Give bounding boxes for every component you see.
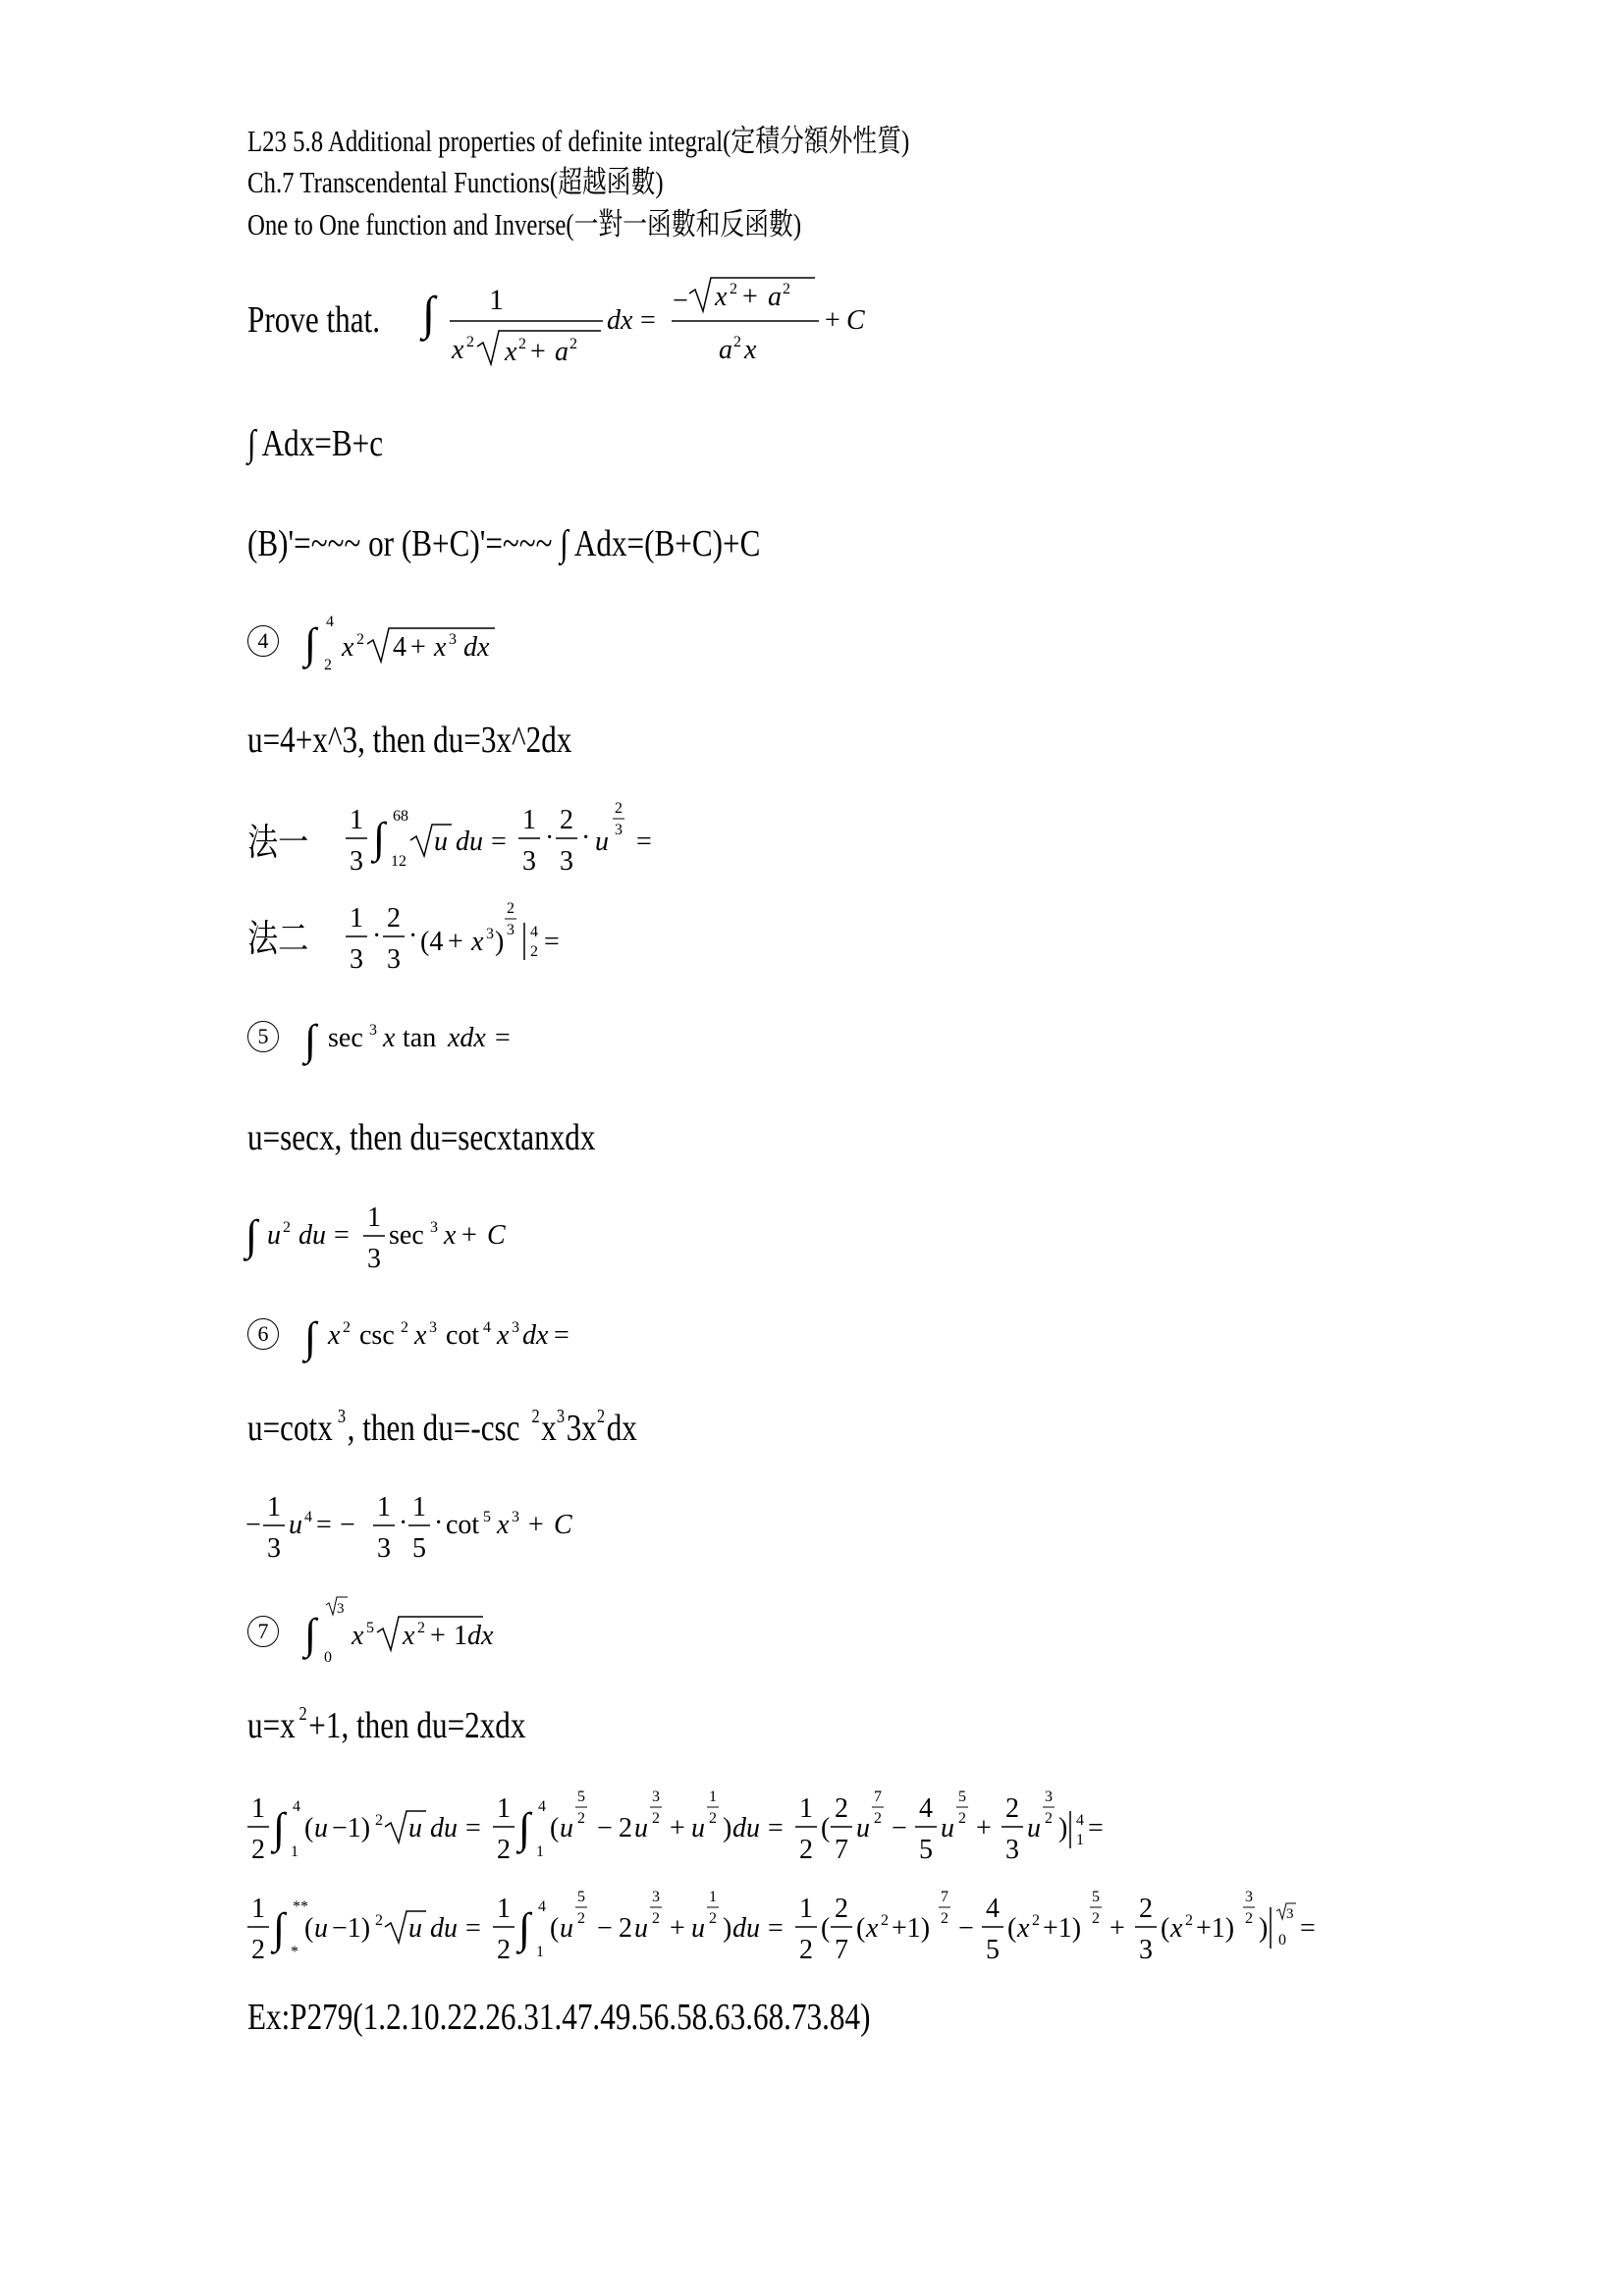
svg-text:3: 3 bbox=[1245, 1889, 1253, 1905]
header-line-3: One to One function and Inverse(一對一函數和反函數) bbox=[247, 207, 802, 241]
svg-text:C: C bbox=[846, 305, 865, 336]
svg-text:3: 3 bbox=[486, 926, 494, 942]
svg-text:1: 1 bbox=[799, 1894, 813, 1924]
svg-text:3: 3 bbox=[449, 631, 457, 648]
svg-text:+: + bbox=[528, 1510, 544, 1540]
header-line-1: L23 5.8 Additional properties of definite integral(定積分額外性質) bbox=[247, 124, 910, 158]
svg-text:, then du=-csc: , then du=-csc bbox=[347, 1407, 520, 1449]
svg-text:2: 2 bbox=[1032, 1912, 1040, 1929]
svg-text:2: 2 bbox=[799, 1835, 813, 1865]
svg-text:x: x bbox=[1017, 1913, 1030, 1944]
svg-text:0: 0 bbox=[324, 1649, 332, 1666]
svg-text:−: − bbox=[597, 1913, 613, 1944]
svg-text:+: + bbox=[670, 1913, 685, 1944]
svg-text:=: = bbox=[1300, 1913, 1316, 1944]
svg-text:xdx: xdx bbox=[448, 1023, 486, 1053]
svg-text:2: 2 bbox=[1245, 1910, 1253, 1927]
svg-text:12: 12 bbox=[391, 853, 406, 870]
svg-text:0: 0 bbox=[1278, 1932, 1286, 1949]
svg-text:−1): −1) bbox=[332, 1913, 371, 1944]
svg-text:du: du bbox=[430, 1913, 458, 1944]
svg-text:−: − bbox=[673, 286, 688, 316]
svg-text:=: = bbox=[465, 1913, 481, 1944]
svg-text:2: 2 bbox=[874, 1810, 882, 1827]
svg-text:3: 3 bbox=[1045, 1789, 1053, 1805]
svg-text:2: 2 bbox=[356, 631, 364, 648]
svg-text:∫: ∫ bbox=[304, 1313, 317, 1362]
svg-text:5: 5 bbox=[577, 1789, 585, 1805]
svg-text:u: u bbox=[314, 1813, 328, 1843]
svg-text:): ) bbox=[495, 927, 505, 957]
svg-text:x: x bbox=[866, 1913, 879, 1944]
svg-text:1: 1 bbox=[251, 1793, 265, 1824]
svg-text:+: + bbox=[461, 1220, 477, 1251]
problem-4-substitution: u=4+x^3, then du=3x^2dx bbox=[247, 720, 572, 761]
svg-text:2: 2 bbox=[507, 900, 514, 917]
svg-text:2: 2 bbox=[709, 1910, 717, 1927]
svg-text:−1): −1) bbox=[332, 1813, 371, 1843]
svg-text:2: 2 bbox=[251, 1935, 265, 1965]
svg-text:2: 2 bbox=[530, 943, 538, 960]
svg-text:3: 3 bbox=[507, 922, 514, 938]
svg-text:3: 3 bbox=[652, 1789, 660, 1805]
svg-text:=: = bbox=[465, 1813, 481, 1843]
svg-text:·: · bbox=[399, 1508, 408, 1538]
problem-4-integral bbox=[304, 609, 530, 677]
svg-text:−: − bbox=[597, 1813, 613, 1843]
svg-text:2: 2 bbox=[518, 336, 526, 352]
svg-text:∫: ∫ bbox=[245, 1211, 258, 1259]
svg-text:3: 3 bbox=[652, 1889, 660, 1905]
svg-text:4: 4 bbox=[293, 1798, 300, 1815]
problem-number-7: 7 bbox=[247, 1616, 279, 1647]
svg-text:4: 4 bbox=[483, 1319, 491, 1336]
svg-text:=: = bbox=[316, 1510, 332, 1540]
svg-text:3: 3 bbox=[367, 1244, 381, 1274]
svg-text:∫: ∫ bbox=[273, 1804, 286, 1852]
svg-text:dx: dx bbox=[522, 1320, 549, 1351]
svg-text:·: · bbox=[545, 823, 555, 853]
svg-text:u: u bbox=[289, 1510, 302, 1540]
svg-text:+: + bbox=[430, 1621, 446, 1651]
svg-text:∫: ∫ bbox=[373, 814, 386, 862]
svg-text:csc: csc bbox=[359, 1320, 395, 1351]
rule-antiderivative: ∫ Adx=B+c bbox=[247, 423, 384, 464]
svg-text:2: 2 bbox=[343, 1319, 351, 1336]
svg-text:3: 3 bbox=[337, 1601, 345, 1617]
svg-text:+: + bbox=[976, 1813, 992, 1843]
svg-text:1: 1 bbox=[291, 1843, 298, 1860]
svg-text:=: = bbox=[554, 1320, 569, 1351]
svg-text:1: 1 bbox=[412, 1492, 426, 1522]
svg-text:3: 3 bbox=[337, 1405, 347, 1427]
svg-text:3: 3 bbox=[1286, 1906, 1294, 1922]
svg-text:(: ( bbox=[821, 1913, 831, 1944]
svg-text:3: 3 bbox=[615, 822, 623, 838]
svg-text:∫: ∫ bbox=[518, 1804, 531, 1852]
svg-text:2: 2 bbox=[709, 1810, 717, 1827]
svg-text:5: 5 bbox=[483, 1509, 491, 1525]
svg-text:4: 4 bbox=[986, 1894, 1000, 1924]
svg-text:2: 2 bbox=[375, 1912, 383, 1929]
svg-text:(: ( bbox=[304, 1913, 314, 1944]
svg-text:1: 1 bbox=[799, 1793, 813, 1824]
svg-text:1: 1 bbox=[454, 1621, 467, 1651]
svg-text:x: x bbox=[505, 337, 517, 367]
svg-text:4: 4 bbox=[393, 632, 406, 663]
svg-text:∫: ∫ bbox=[518, 1904, 531, 1952]
svg-text:C: C bbox=[554, 1510, 572, 1540]
svg-text:2: 2 bbox=[577, 1810, 585, 1827]
svg-text:1: 1 bbox=[251, 1894, 265, 1924]
svg-text:2: 2 bbox=[577, 1910, 585, 1927]
svg-text:4: 4 bbox=[919, 1793, 933, 1824]
svg-text:2: 2 bbox=[569, 336, 577, 352]
svg-text:4: 4 bbox=[1076, 1812, 1084, 1829]
svg-text:−: − bbox=[340, 1510, 355, 1540]
svg-text:∫: ∫ bbox=[304, 1016, 317, 1064]
svg-text:*: * bbox=[291, 1944, 298, 1960]
svg-text:**: ** bbox=[293, 1898, 308, 1915]
svg-text:3: 3 bbox=[350, 846, 363, 877]
problem-6-integral bbox=[304, 1301, 619, 1369]
svg-text:(: ( bbox=[550, 1913, 560, 1944]
problem-4-method-2-formula bbox=[346, 893, 621, 982]
svg-text:x: x bbox=[541, 1407, 557, 1449]
svg-text:du: du bbox=[456, 827, 483, 857]
svg-text:2: 2 bbox=[1045, 1810, 1053, 1827]
svg-text:u: u bbox=[691, 1913, 705, 1944]
svg-text:tan: tan bbox=[403, 1023, 437, 1053]
svg-text:x: x bbox=[471, 927, 484, 957]
svg-text:2: 2 bbox=[615, 800, 623, 817]
svg-text:7: 7 bbox=[835, 1935, 848, 1965]
svg-text:du: du bbox=[732, 1813, 760, 1843]
svg-text:2: 2 bbox=[652, 1810, 660, 1827]
svg-text:=: = bbox=[544, 927, 560, 957]
svg-text:2: 2 bbox=[1092, 1910, 1100, 1927]
svg-text:(: ( bbox=[821, 1813, 831, 1843]
svg-text:∫: ∫ bbox=[422, 288, 436, 340]
problem-number-4: 4 bbox=[247, 625, 279, 657]
svg-text:3x: 3x bbox=[566, 1407, 597, 1449]
svg-text:3: 3 bbox=[512, 1509, 519, 1525]
svg-text:∫: ∫ bbox=[304, 619, 317, 667]
svg-text:3: 3 bbox=[556, 1405, 566, 1427]
svg-text:2: 2 bbox=[1185, 1912, 1193, 1929]
svg-text:+: + bbox=[825, 305, 840, 336]
svg-text:∫: ∫ bbox=[273, 1904, 286, 1952]
svg-text:u: u bbox=[856, 1813, 870, 1843]
svg-text:x: x bbox=[1170, 1913, 1183, 1944]
svg-text:−: − bbox=[958, 1913, 974, 1944]
problem-5-result bbox=[245, 1193, 560, 1281]
svg-text:u: u bbox=[267, 1220, 281, 1251]
svg-text:7: 7 bbox=[835, 1835, 848, 1865]
svg-text:−: − bbox=[892, 1813, 907, 1843]
svg-text:5: 5 bbox=[577, 1889, 585, 1905]
svg-text:(: ( bbox=[550, 1813, 560, 1843]
svg-text:+: + bbox=[410, 632, 426, 663]
svg-text:x: x bbox=[497, 1320, 510, 1351]
svg-text:5: 5 bbox=[986, 1935, 1000, 1965]
svg-text:1: 1 bbox=[536, 1944, 544, 1960]
svg-text:2: 2 bbox=[466, 334, 474, 350]
svg-text:=: = bbox=[768, 1913, 784, 1944]
svg-text:2: 2 bbox=[733, 334, 741, 350]
svg-text:+: + bbox=[1110, 1913, 1125, 1944]
svg-text:2: 2 bbox=[251, 1835, 265, 1865]
svg-text:u: u bbox=[691, 1813, 705, 1843]
svg-text:4: 4 bbox=[538, 1798, 546, 1815]
svg-text:x: x bbox=[403, 1621, 415, 1651]
problem-4-method-1-formula bbox=[346, 795, 670, 883]
svg-text:4: 4 bbox=[538, 1898, 546, 1915]
svg-text:3: 3 bbox=[377, 1533, 391, 1564]
svg-text:x: x bbox=[744, 335, 757, 365]
svg-text:u: u bbox=[314, 1913, 328, 1944]
svg-text:u: u bbox=[408, 1813, 422, 1843]
svg-text:2: 2 bbox=[730, 281, 737, 297]
svg-text:4: 4 bbox=[530, 924, 538, 940]
svg-text:x: x bbox=[497, 1510, 510, 1540]
svg-text:4: 4 bbox=[304, 1509, 312, 1525]
svg-text:1: 1 bbox=[489, 284, 504, 316]
exercise-list: Ex:P279(1.2.10.22.26.31.47.49.56.58.63.68.73.84) bbox=[247, 1997, 871, 2038]
svg-text:dx: dx bbox=[467, 1621, 494, 1651]
svg-text:3: 3 bbox=[512, 1319, 519, 1336]
problem-number-6: 6 bbox=[247, 1318, 279, 1350]
svg-text:=: = bbox=[768, 1813, 784, 1843]
svg-text:1: 1 bbox=[267, 1492, 281, 1522]
svg-text:x: x bbox=[352, 1621, 364, 1651]
prove-formula bbox=[422, 270, 874, 378]
svg-text:x: x bbox=[452, 335, 464, 365]
svg-text:2: 2 bbox=[387, 903, 401, 934]
svg-text:u: u bbox=[434, 827, 448, 857]
svg-text:·: · bbox=[581, 823, 591, 853]
svg-text:·: · bbox=[408, 921, 418, 951]
svg-text:+: + bbox=[742, 282, 758, 312]
svg-text:1: 1 bbox=[536, 1843, 544, 1860]
svg-text:x: x bbox=[383, 1023, 396, 1053]
header-line-2: Ch.7 Transcendental Functions(超越函數) bbox=[247, 165, 664, 199]
svg-text:cot: cot bbox=[446, 1320, 480, 1351]
svg-text:·: · bbox=[372, 921, 382, 951]
svg-text:2: 2 bbox=[1139, 1894, 1153, 1924]
svg-text:4: 4 bbox=[326, 614, 334, 630]
svg-text:u: u bbox=[1027, 1813, 1041, 1843]
svg-text:=: = bbox=[495, 1023, 511, 1053]
svg-text:3: 3 bbox=[522, 846, 536, 877]
svg-text:+1): +1) bbox=[1196, 1913, 1235, 1944]
svg-text:+1): +1) bbox=[1043, 1913, 1082, 1944]
svg-text:): ) bbox=[1259, 1913, 1269, 1944]
svg-text:3: 3 bbox=[350, 944, 363, 975]
svg-text:3: 3 bbox=[267, 1533, 281, 1564]
problem-6-substitution bbox=[247, 1399, 719, 1458]
svg-text:=: = bbox=[491, 827, 507, 857]
svg-text:+: + bbox=[530, 337, 546, 367]
svg-text:+1): +1) bbox=[892, 1913, 931, 1944]
svg-text:1: 1 bbox=[709, 1789, 717, 1805]
svg-text:u: u bbox=[595, 827, 609, 857]
svg-text:sec: sec bbox=[389, 1220, 424, 1251]
svg-text:2: 2 bbox=[497, 1935, 511, 1965]
svg-text:3: 3 bbox=[560, 846, 573, 877]
problem-7-expansion-line-2 bbox=[247, 1882, 1426, 1980]
svg-text:=: = bbox=[334, 1220, 350, 1251]
svg-text:dx: dx bbox=[463, 632, 490, 663]
svg-text:dx: dx bbox=[606, 1407, 637, 1449]
svg-text:7: 7 bbox=[874, 1789, 882, 1805]
svg-text:∫: ∫ bbox=[304, 1610, 317, 1658]
svg-text:1: 1 bbox=[709, 1889, 717, 1905]
svg-text:2: 2 bbox=[652, 1910, 660, 1927]
problem-7-substitution bbox=[247, 1696, 621, 1755]
svg-text:sec: sec bbox=[328, 1023, 363, 1053]
svg-text:): ) bbox=[723, 1813, 732, 1843]
svg-text:2: 2 bbox=[596, 1405, 606, 1427]
svg-text:x: x bbox=[328, 1320, 341, 1351]
svg-text:u: u bbox=[408, 1913, 422, 1944]
svg-text:x: x bbox=[444, 1220, 457, 1251]
svg-text:u=x: u=x bbox=[247, 1704, 296, 1746]
svg-text:3: 3 bbox=[1139, 1935, 1153, 1965]
svg-text:(: ( bbox=[1007, 1913, 1017, 1944]
svg-text:2: 2 bbox=[941, 1910, 948, 1927]
svg-text:+1, then du=2xdx: +1, then du=2xdx bbox=[308, 1704, 526, 1746]
svg-text:·: · bbox=[434, 1508, 444, 1538]
svg-text:−: − bbox=[245, 1510, 261, 1540]
svg-text:u: u bbox=[634, 1813, 648, 1843]
svg-text:5: 5 bbox=[958, 1789, 966, 1805]
svg-text:3: 3 bbox=[1005, 1835, 1019, 1865]
svg-text:7: 7 bbox=[941, 1889, 948, 1905]
svg-text:x: x bbox=[715, 282, 728, 312]
svg-text:2: 2 bbox=[881, 1912, 889, 1929]
svg-text:3: 3 bbox=[387, 944, 401, 975]
problem-5-substitution: u=secx, then du=secxtanxdx bbox=[247, 1117, 596, 1158]
svg-text:5: 5 bbox=[366, 1620, 374, 1636]
svg-text:cot: cot bbox=[446, 1510, 480, 1540]
svg-text:2: 2 bbox=[497, 1835, 511, 1865]
svg-text:(: ( bbox=[856, 1913, 866, 1944]
svg-text:u: u bbox=[560, 1813, 573, 1843]
problem-6-result bbox=[245, 1482, 619, 1571]
svg-text:du: du bbox=[298, 1220, 326, 1251]
problem-number-5: 5 bbox=[247, 1021, 279, 1052]
svg-text:C: C bbox=[487, 1220, 506, 1251]
svg-text:1: 1 bbox=[350, 805, 363, 835]
svg-text:1: 1 bbox=[367, 1202, 381, 1233]
svg-text:1: 1 bbox=[377, 1492, 391, 1522]
svg-text:3: 3 bbox=[369, 1022, 377, 1039]
svg-text:2: 2 bbox=[799, 1935, 813, 1965]
svg-text:x: x bbox=[342, 632, 354, 663]
svg-text:(4: (4 bbox=[420, 927, 444, 957]
svg-text:1: 1 bbox=[522, 805, 536, 835]
svg-text:2: 2 bbox=[417, 1620, 425, 1636]
svg-text:2: 2 bbox=[835, 1894, 848, 1924]
svg-text:1: 1 bbox=[497, 1793, 511, 1824]
svg-text:5: 5 bbox=[919, 1835, 933, 1865]
svg-text:1: 1 bbox=[1076, 1832, 1084, 1848]
svg-text:2: 2 bbox=[560, 805, 573, 835]
svg-text:2: 2 bbox=[835, 1793, 848, 1824]
svg-text:2: 2 bbox=[1005, 1793, 1019, 1824]
svg-text:a: a bbox=[719, 335, 732, 365]
svg-text:2: 2 bbox=[619, 1913, 632, 1944]
svg-text:3: 3 bbox=[429, 1319, 437, 1336]
svg-text:a: a bbox=[768, 282, 782, 312]
svg-text:2: 2 bbox=[958, 1810, 966, 1827]
svg-text:(: ( bbox=[1161, 1913, 1170, 1944]
svg-text:+: + bbox=[448, 927, 463, 957]
svg-text:2: 2 bbox=[783, 281, 790, 297]
svg-text:du: du bbox=[430, 1813, 458, 1843]
prove-label: Prove that. bbox=[247, 299, 381, 341]
svg-text:2: 2 bbox=[531, 1405, 540, 1427]
svg-text:5: 5 bbox=[1092, 1889, 1100, 1905]
svg-text:68: 68 bbox=[393, 808, 408, 825]
svg-text:u: u bbox=[560, 1913, 573, 1944]
svg-text:2: 2 bbox=[283, 1219, 291, 1236]
svg-text:=: = bbox=[636, 827, 652, 857]
svg-text:x: x bbox=[414, 1320, 427, 1351]
svg-text:=: = bbox=[640, 305, 656, 336]
svg-text:): ) bbox=[723, 1913, 732, 1944]
rule-derivative-check: (B)'=~~~ or (B+C)'=~~~ ∫ Adx=(B+C)+C bbox=[247, 523, 761, 564]
svg-text:): ) bbox=[1058, 1813, 1068, 1843]
svg-text:5: 5 bbox=[412, 1533, 426, 1564]
svg-text:2: 2 bbox=[298, 1702, 307, 1725]
svg-text:(: ( bbox=[304, 1813, 314, 1843]
svg-text:3: 3 bbox=[430, 1219, 438, 1236]
svg-text:2: 2 bbox=[324, 657, 332, 673]
svg-text:a: a bbox=[555, 337, 568, 367]
svg-text:2: 2 bbox=[619, 1813, 632, 1843]
problem-4-method-1-label: 法一 bbox=[247, 823, 309, 864]
svg-text:2: 2 bbox=[401, 1319, 408, 1336]
problem-7-expansion-line-1 bbox=[247, 1782, 1229, 1880]
svg-text:2: 2 bbox=[375, 1812, 383, 1829]
svg-text:u: u bbox=[634, 1913, 648, 1944]
svg-text:1: 1 bbox=[350, 903, 363, 934]
svg-text:x: x bbox=[434, 632, 447, 663]
svg-text:+: + bbox=[670, 1813, 685, 1843]
svg-text:du: du bbox=[732, 1913, 760, 1944]
svg-text:1: 1 bbox=[497, 1894, 511, 1924]
svg-text:u: u bbox=[941, 1813, 954, 1843]
problem-5-integral bbox=[304, 1003, 560, 1072]
problem-7-integral bbox=[304, 1595, 550, 1669]
svg-text:u=cotx: u=cotx bbox=[247, 1407, 333, 1449]
problem-4-method-2-label: 法二 bbox=[247, 919, 309, 960]
svg-text:dx: dx bbox=[607, 305, 633, 336]
svg-text:=: = bbox=[1088, 1813, 1104, 1843]
